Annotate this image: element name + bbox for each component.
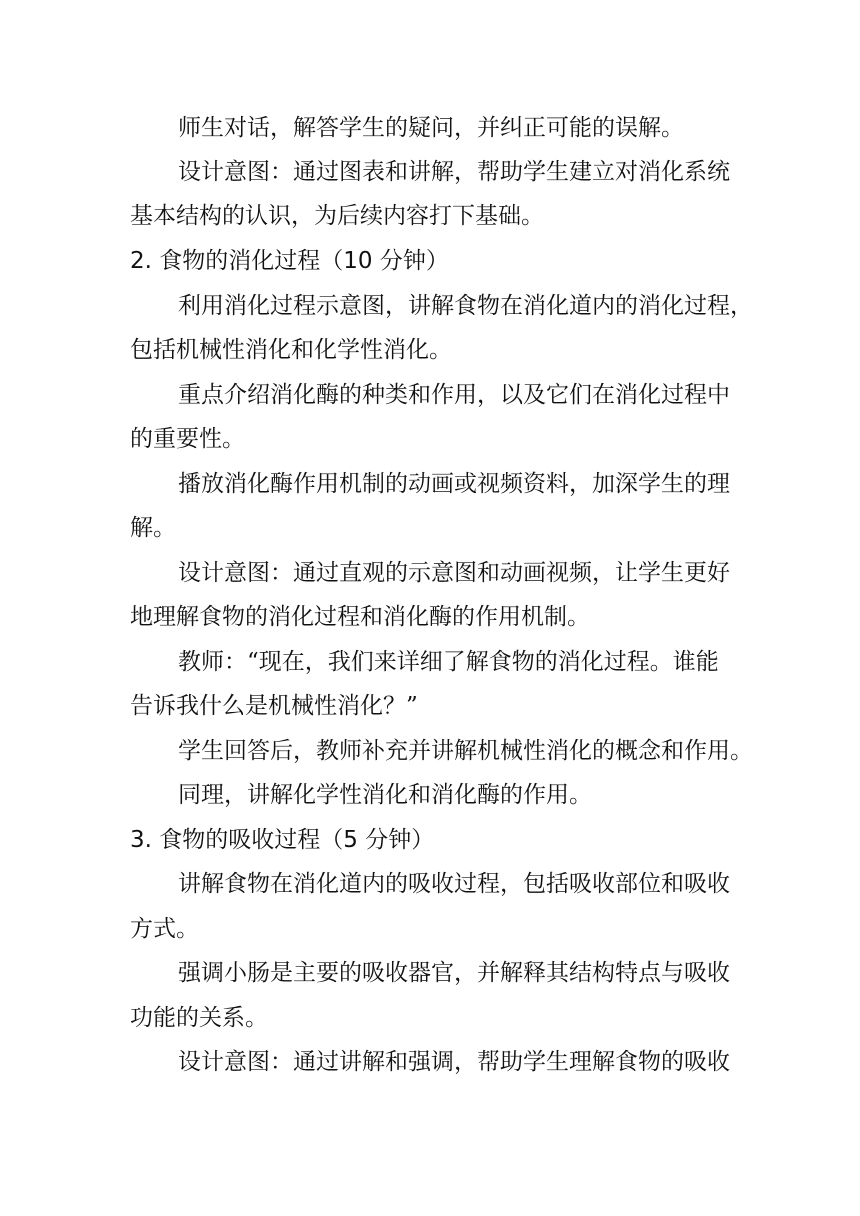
paragraph-line: 功能的关系。	[130, 1005, 268, 1031]
paragraph-line: 基本结构的认识，为后续内容打下基础。	[130, 203, 544, 229]
paragraph-line: 解。	[130, 515, 176, 541]
paragraph-line: 的重要性。	[130, 426, 245, 452]
paragraph-line: 利用消化过程示意图，讲解食物在消化道内的消化过程，	[178, 293, 753, 319]
section-heading: 2. 食物的消化过程（10 分钟）	[130, 248, 449, 274]
paragraph-line: 包括机械性消化和化学性消化。	[130, 337, 452, 363]
paragraph-line: 讲解食物在消化道内的吸收过程，包括吸收部位和吸收	[178, 871, 730, 897]
paragraph-line: 教师：“现在，我们来详细了解食物的消化过程。谁能	[178, 649, 719, 675]
paragraph-line: 告诉我什么是机械性消化？”	[130, 693, 418, 719]
paragraph-line: 同理，讲解化学性消化和消化酶的作用。	[178, 782, 592, 808]
paragraph-line: 播放消化酶作用机制的动画或视频资料，加深学生的理	[178, 471, 730, 497]
paragraph-line: 学生回答后，教师补充并讲解机械性消化的概念和作用。	[178, 738, 753, 764]
paragraph-line: 重点介绍消化酶的种类和作用，以及它们在消化过程中	[178, 382, 730, 408]
paragraph-line: 地理解食物的消化过程和消化酶的作用机制。	[130, 604, 590, 630]
paragraph-line: 设计意图：通过讲解和强调，帮助学生理解食物的吸收	[178, 1049, 730, 1075]
paragraph-line: 强调小肠是主要的吸收器官，并解释其结构特点与吸收	[178, 960, 730, 986]
paragraph-line: 设计意图：通过直观的示意图和动画视频，让学生更好	[178, 560, 730, 586]
section-heading: 3. 食物的吸收过程（5 分钟）	[130, 827, 435, 853]
paragraph-line: 师生对话，解答学生的疑问，并纠正可能的误解。	[178, 115, 684, 141]
paragraph-line: 设计意图：通过图表和讲解，帮助学生建立对消化系统	[178, 159, 730, 185]
paragraph-line: 方式。	[130, 916, 199, 942]
